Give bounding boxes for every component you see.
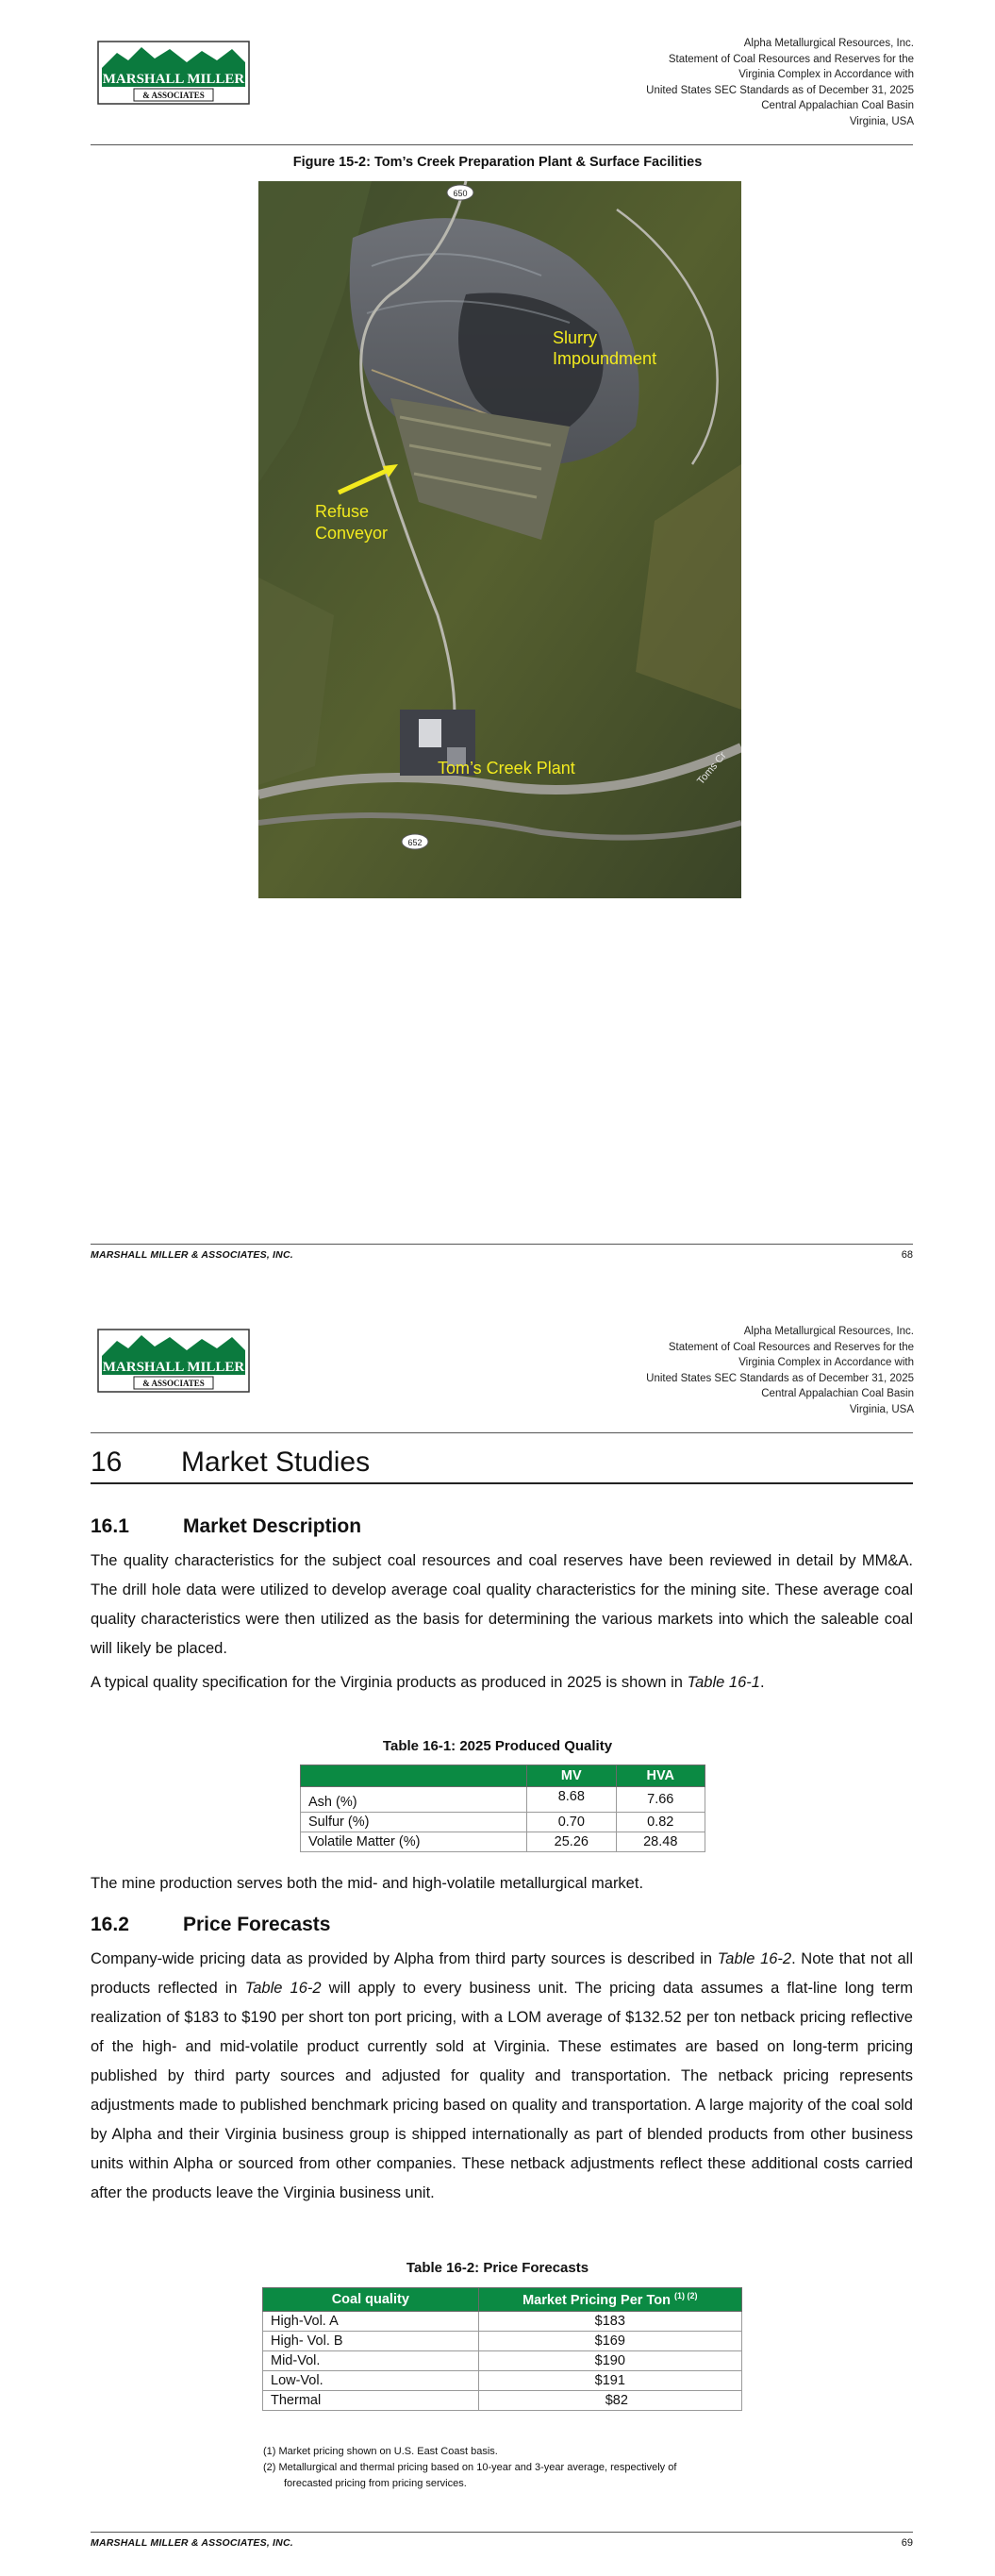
table-reference: Table 16-2	[244, 1980, 322, 1997]
header-line-4: United States SEC Standards as of December 31, 2025	[646, 84, 914, 96]
header-line-2: Statement of Coal Resources and Reserves for the	[668, 53, 914, 65]
page-header-text	[480, 36, 914, 129]
paragraph-price-forecasts	[91, 1945, 913, 2208]
section-heading	[91, 1447, 913, 1484]
table-cell: 0.70	[527, 1813, 616, 1832]
table-cell: Volatile Matter (%)	[301, 1832, 527, 1852]
page-number: 69	[901, 2537, 913, 2549]
label-slurry-1: Slurry	[553, 328, 598, 347]
table-note: (2) Metallurgical and thermal pricing based on 10-year and 3-year average, respectively of	[263, 2462, 677, 2473]
header-line-5: Central Appalachian Coal Basin	[761, 100, 914, 111]
footer-rule	[91, 1244, 913, 1245]
table-row	[301, 1832, 705, 1852]
table-cell: 7.66	[616, 1787, 705, 1813]
table-header-cell: MV	[527, 1765, 616, 1787]
table-reference: Table 16-1	[687, 1674, 760, 1691]
footer-company: MARSHALL MILLER & ASSOCIATES, INC.	[91, 1249, 293, 1261]
paragraph-text: Company-wide pricing data as provided by Alpha from third party sources is described in	[91, 1950, 718, 1967]
logo-text-bottom: & ASSOCIATES	[142, 1379, 205, 1388]
table-row	[263, 2370, 742, 2390]
section-number: 16	[91, 1447, 123, 1478]
section-title: Market Studies	[181, 1447, 371, 1478]
produced-quality-table	[300, 1765, 705, 1852]
table-16-2-caption: Table 16-2: Price Forecasts	[406, 2260, 589, 2276]
table-cell: 8.68	[527, 1787, 616, 1813]
table-row	[263, 2331, 742, 2350]
road-marker-650: 650	[453, 189, 468, 198]
page-number: 68	[901, 1249, 913, 1261]
header-line-5: Central Appalachian Coal Basin	[761, 1388, 914, 1399]
figure-caption: Figure 15-2: Tom’s Creek Preparation Plant & Surface Facilities	[292, 155, 703, 170]
page-header-text	[480, 1324, 914, 1417]
paragraph-text: .	[759, 1674, 765, 1691]
footer-company: MARSHALL MILLER & ASSOCIATES, INC.	[91, 2537, 293, 2549]
label-plant: Tom’s Creek Plant	[438, 759, 575, 778]
table-cell: High- Vol. B	[263, 2331, 479, 2350]
table-cell: 28.48	[616, 1832, 705, 1852]
header-line-6: Virginia, USA	[849, 1403, 914, 1415]
header-footnote-marks: (1) (2)	[673, 2291, 698, 2300]
header-company: Alpha Metallurgical Resources, Inc.	[743, 38, 914, 49]
paragraph-text: A typical quality specification for the Virginia products as produced in 2025 is shown in	[91, 1674, 688, 1691]
label-refuse-2: Conveyor	[315, 524, 389, 543]
table-cell: Sulfur (%)	[301, 1813, 527, 1832]
paragraph-quality-spec	[91, 1668, 913, 1698]
table-16-1-caption: Table 16-1: 2025 Produced Quality	[382, 1738, 613, 1754]
subsection-number: 16.1	[91, 1515, 129, 1537]
header-line-6: Virginia, USA	[849, 115, 914, 127]
table-cell: 0.82	[616, 1813, 705, 1832]
header-company: Alpha Metallurgical Resources, Inc.	[743, 1326, 914, 1337]
table-cell: Ash (%)	[301, 1787, 527, 1813]
table-row	[301, 1787, 705, 1813]
road-marker-652: 652	[407, 838, 423, 847]
company-logo	[96, 1328, 251, 1394]
table-cell: High-Vol. A	[263, 2311, 479, 2331]
table-cell: $183	[478, 2311, 741, 2331]
price-forecasts-table	[262, 2287, 742, 2411]
header-rule	[91, 1432, 913, 1433]
header-line-4: United States SEC Standards as of December 31, 2025	[646, 1372, 914, 1384]
table-header-row	[301, 1765, 705, 1787]
header-line-3: Virginia Complex in Accordance with	[738, 1357, 914, 1368]
subsection-title: Market Description	[183, 1515, 362, 1537]
paragraph-text: will apply to every business unit. The pricing data assumes a flat-line long term realization of $183 to $190 per short ton port pricing, with a LOM average of $132.52 per ton netback pricing reflective of the high- and mid-volatile product currently sold at Virginia. These estimates are based on long-term pricing published by third party sources and adjusted for quality and transportation. The netback pricing represents adjustments made to published benchmark pricing based on quality and transportation. A large majority of the coal sold by Alpha and their Virginia business group is shipped internationally as part of blended products from other business units within Alpha or sourced from other companies. These netback adjustments reflect these additional costs carried after the products leave the Virginia business unit.	[91, 1980, 913, 2201]
table-cell: Thermal	[263, 2390, 479, 2410]
table-cell: 25.26	[527, 1832, 616, 1852]
table-header-cell	[478, 2288, 741, 2312]
paragraph-mine-production: The mine production serves both the mid- and high-volatile metallurgical market.	[91, 1875, 644, 1892]
logo-text-bottom: & ASSOCIATES	[142, 91, 205, 100]
table-cell: Low-Vol.	[263, 2370, 479, 2390]
table-cell: $190	[478, 2350, 741, 2370]
table-cell: $82	[478, 2390, 741, 2410]
paragraph-text: . Note that not all products reflected in	[91, 1950, 913, 1997]
company-logo	[96, 40, 251, 106]
aerial-photo	[258, 181, 741, 898]
table-note: forecasted pricing from pricing services.	[284, 2478, 467, 2489]
header-line-3: Virginia Complex in Accordance with	[738, 69, 914, 80]
header-rule	[91, 144, 913, 145]
logo-text-top: MARSHALL MILLER	[102, 1360, 245, 1375]
subsection-heading-market-description	[91, 1515, 361, 1538]
table-header-cell	[301, 1765, 527, 1787]
table-cell: $169	[478, 2331, 741, 2350]
header-line-2: Statement of Coal Resources and Reserves for the	[668, 1341, 914, 1353]
paragraph-market-description: The quality characteristics for the subject coal resources and coal reserves have been reviewed in detail by MM&A. The drill hole data were utilized to develop average coal quality characteristics for the mining site. These average coal quality characteristics were then utilized as the basis for determining the various markets into which the saleable coal will likely be placed.	[91, 1552, 913, 1657]
table-header-cell: HVA	[616, 1765, 705, 1787]
table-row	[263, 2350, 742, 2370]
table-row	[301, 1813, 705, 1832]
label-creek: Toms Cr	[695, 749, 729, 787]
table-notes	[263, 2444, 744, 2492]
table-row	[263, 2390, 742, 2410]
table-header-row	[263, 2288, 742, 2312]
subsection-number: 16.2	[91, 1914, 129, 1935]
subsection-title: Price Forecasts	[183, 1914, 331, 1935]
label-refuse-1: Refuse	[315, 502, 370, 521]
table-header-cell: Coal quality	[263, 2288, 479, 2312]
table-reference: Table 16-2	[717, 1950, 792, 1967]
header-label: Market Pricing Per Ton	[522, 2292, 671, 2308]
table-cell: Mid-Vol.	[263, 2350, 479, 2370]
table-note: (1) Market pricing shown on U.S. East Coast basis.	[263, 2446, 498, 2457]
label-slurry-2: Impoundment	[553, 349, 657, 368]
subsection-heading-price-forecasts	[91, 1914, 330, 1936]
table-cell: $191	[478, 2370, 741, 2390]
logo-text-top: MARSHALL MILLER	[102, 72, 245, 87]
table-row	[263, 2311, 742, 2331]
footer-rule	[91, 2532, 913, 2533]
